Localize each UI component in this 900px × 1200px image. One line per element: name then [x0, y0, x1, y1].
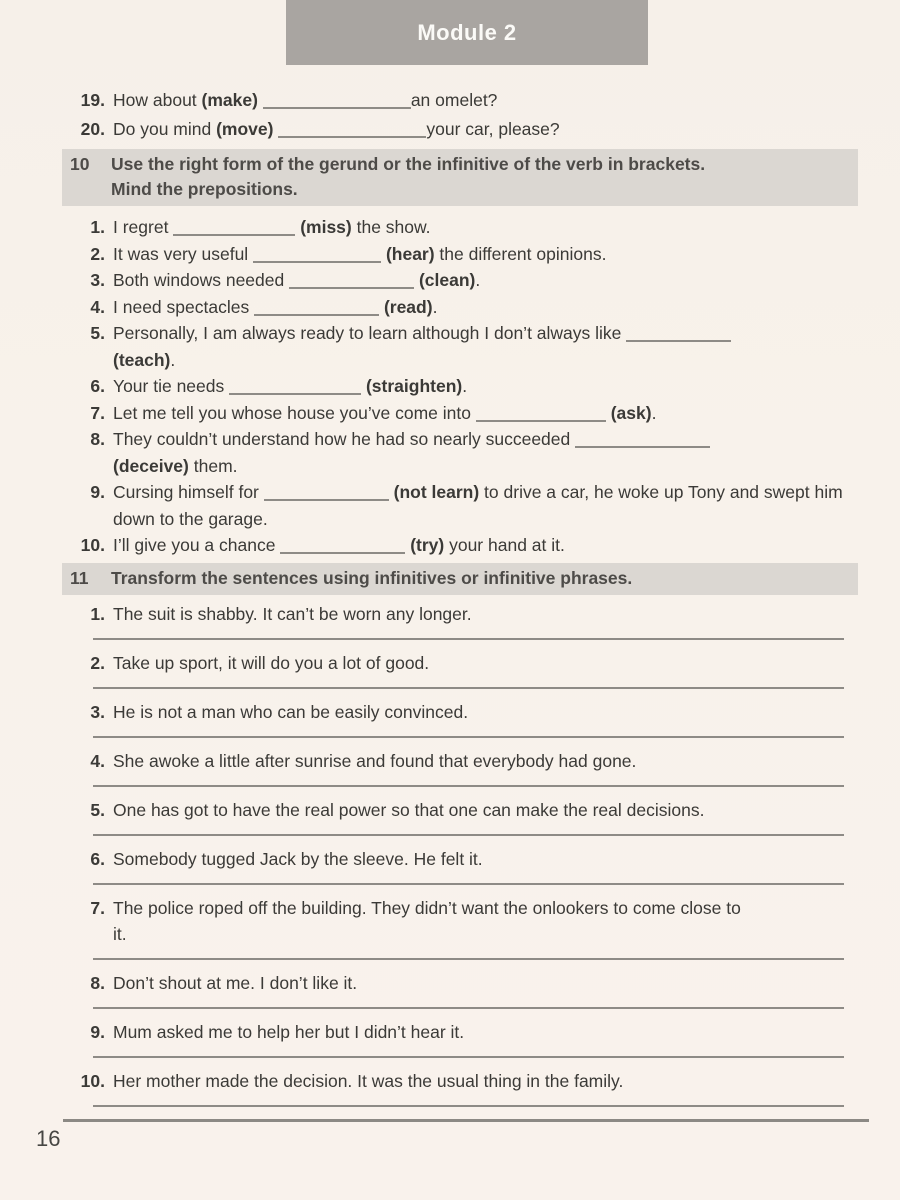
exercise-number: 10 — [70, 154, 90, 174]
module-header-bar — [286, 0, 648, 65]
sentence-text: your car, please? — [426, 119, 560, 139]
verb-in-brackets: (read) — [383, 296, 433, 317]
exercise-title — [111, 152, 850, 202]
answer-blank[interactable] — [280, 550, 405, 554]
sentence-text: Don’t shout at me. I don’t like it. — [113, 972, 358, 993]
answer-blank[interactable] — [626, 338, 731, 342]
answer-line[interactable] — [93, 785, 844, 787]
item-text — [113, 1068, 858, 1094]
exercise-item — [64, 214, 858, 241]
sentence-text: She awoke a little after sunrise and found that everybody had gone. — [113, 750, 637, 771]
footer-rule — [63, 1119, 869, 1122]
answer-blank[interactable] — [476, 418, 606, 422]
exercise-item — [64, 970, 858, 1009]
verb-in-brackets: (try) — [410, 535, 445, 555]
exercise-item — [64, 267, 858, 294]
answer-blank[interactable] — [263, 105, 411, 109]
item-number: 2. — [90, 652, 105, 673]
verb-in-brackets: (straighten) — [365, 376, 463, 396]
sentence-text: Your tie needs — [113, 376, 230, 396]
verb-in-brackets: (make) — [201, 90, 258, 110]
item-number: 2. — [90, 243, 105, 264]
answer-line[interactable] — [93, 1007, 844, 1009]
item-text — [113, 267, 858, 294]
item-text — [113, 895, 858, 947]
sentence-text: I regret — [113, 217, 174, 237]
exercise-item — [64, 115, 858, 144]
answer-blank[interactable] — [289, 285, 414, 289]
exercise-item — [64, 373, 858, 400]
item-number: 5. — [90, 323, 105, 343]
answer-blank[interactable] — [254, 312, 379, 316]
verb-in-brackets: (hear) — [385, 243, 435, 264]
sentence-text: He is not a man who can be easily convinced. — [113, 701, 469, 722]
sentence-text: the different opinions. — [434, 243, 607, 264]
item-number: 1. — [90, 603, 105, 624]
exercise-item — [64, 895, 858, 960]
answer-line[interactable] — [93, 687, 844, 689]
verb-in-brackets: (clean) — [418, 270, 476, 290]
answer-line[interactable] — [93, 834, 844, 836]
item-number: 9. — [90, 1021, 105, 1042]
exercise-title: Transform the sentences using infinitives or infinitive phrases. — [111, 567, 633, 588]
sentence-text: . — [462, 376, 468, 396]
exercise-item — [64, 1019, 858, 1058]
sentence-text: . — [651, 402, 657, 423]
answer-blank[interactable] — [253, 259, 381, 263]
exercise-item — [64, 320, 858, 373]
exercise-item — [64, 846, 858, 885]
verb-in-brackets: (ask) — [610, 402, 652, 423]
item-text — [113, 601, 858, 627]
item-text — [113, 970, 858, 996]
exercise-item — [64, 797, 858, 836]
item-text — [113, 294, 858, 321]
exercise-item — [64, 479, 858, 532]
sentence-text: the show. — [351, 217, 431, 237]
exercise-item — [64, 601, 858, 640]
sentence-text: Take up sport, it will do you a lot of good. — [113, 652, 430, 673]
answer-line[interactable] — [93, 1105, 844, 1107]
answer-blank[interactable] — [264, 497, 389, 501]
sentence-text: an omelet? — [410, 90, 498, 110]
sentence-text: them. — [188, 455, 238, 476]
sentence-text: Do you mind — [113, 119, 217, 139]
exercise-10-items — [64, 214, 858, 559]
exercise-11-items — [64, 601, 858, 1107]
answer-blank[interactable] — [173, 232, 295, 236]
item-text — [113, 650, 858, 676]
exercise-item — [64, 86, 858, 115]
item-number: 7. — [90, 897, 105, 918]
item-number: 5. — [90, 799, 105, 820]
sentence-text: Cursing himself for — [113, 482, 264, 502]
exercise-item — [64, 426, 858, 479]
answer-line[interactable] — [93, 638, 844, 640]
verb-in-brackets: (move) — [216, 119, 274, 139]
item-text — [113, 479, 858, 532]
verb-in-brackets: (deceive) — [113, 455, 189, 476]
verb-in-brackets: (teach) — [113, 349, 171, 370]
sentence-text: Personally, I am always ready to learn although I don’t always like — [113, 323, 627, 343]
item-text — [113, 373, 858, 400]
item-number: 3. — [90, 270, 105, 290]
item-number: 10. — [80, 1070, 105, 1091]
sentence-text: It was very useful — [113, 243, 254, 264]
item-text — [113, 400, 858, 427]
item-number: 6. — [90, 848, 105, 869]
verb-in-brackets: (miss) — [300, 217, 352, 237]
exercise-10-header — [62, 149, 858, 206]
item-text — [113, 214, 858, 241]
sentence-text: I’ll give you a chance — [113, 535, 281, 555]
item-text — [113, 241, 858, 268]
answer-line[interactable] — [93, 736, 844, 738]
item-text — [113, 532, 858, 559]
item-number: 6. — [90, 376, 105, 396]
module-title: Module 2 — [417, 19, 517, 45]
sentence-text: How about — [113, 90, 202, 110]
item-number: 10. — [80, 535, 105, 555]
exercise-item — [64, 699, 858, 738]
item-number: 4. — [90, 296, 105, 317]
sentence-text: your hand at it. — [444, 535, 565, 555]
answer-line[interactable] — [93, 1056, 844, 1058]
page-content — [64, 86, 858, 1117]
sentence-text: The suit is shabby. It can’t be worn any longer. — [113, 603, 472, 624]
exercise-11-header — [62, 563, 858, 595]
item-number: 4. — [90, 750, 105, 771]
exercise-item — [64, 650, 858, 689]
sentence-text: . — [170, 349, 176, 370]
exercise-item — [64, 748, 858, 787]
sentence-text: Both windows needed — [113, 270, 290, 290]
item-text — [113, 748, 858, 774]
sentence-text: They couldn’t understand how he had so nearly succeeded — [113, 429, 576, 449]
sentence-text: Somebody tugged Jack by the sleeve. He felt it. — [113, 848, 483, 869]
page-number: 16 — [36, 1126, 61, 1151]
exercise-item — [64, 400, 858, 427]
item-text — [113, 797, 858, 823]
item-text — [113, 426, 858, 479]
item-text — [113, 320, 858, 373]
item-number: 3. — [90, 701, 105, 722]
sentence-text: Let me tell you whose house you’ve come into — [113, 402, 476, 423]
item-number: 8. — [90, 972, 105, 993]
item-text — [113, 699, 858, 725]
sentence-text: The police roped off the building. They didn’t want the onlookers to come close to — [113, 897, 741, 918]
item-number: 19. — [80, 90, 105, 110]
item-number: 20. — [80, 119, 105, 139]
answer-line[interactable] — [93, 958, 844, 960]
item-text — [113, 115, 858, 144]
exercise-number: 11 — [70, 567, 89, 588]
item-number: 1. — [90, 217, 105, 237]
item-number: 7. — [90, 402, 105, 423]
sentence-text: One has got to have the real power so that one can make the real decisions. — [113, 799, 705, 820]
answer-line[interactable] — [93, 883, 844, 885]
answer-blank[interactable] — [278, 134, 426, 138]
exercise-item — [64, 294, 858, 321]
verb-in-brackets: (not learn) — [393, 482, 480, 502]
sentence-text: it. — [113, 923, 127, 944]
item-text — [113, 86, 858, 115]
sentence-text: . — [475, 270, 481, 290]
item-text — [113, 1019, 858, 1045]
sentence-text: to drive a car, he woke up Tony and swept him down to the garage. — [113, 482, 843, 529]
answer-blank[interactable] — [229, 391, 361, 395]
item-number: 9. — [90, 482, 105, 502]
answer-blank[interactable] — [575, 444, 710, 448]
sentence-text: Her mother made the decision. It was the usual thing in the family. — [113, 1070, 624, 1091]
exercise-title-line-1: Use the right form of the gerund or the infinitive of the verb in brackets. — [111, 154, 706, 174]
item-text — [113, 846, 858, 872]
sentence-text: Mum asked me to help her but I didn’t hear it. — [113, 1021, 465, 1042]
previous-exercise-items — [64, 86, 858, 144]
exercise-item — [64, 532, 858, 559]
item-number: 8. — [90, 429, 105, 449]
sentence-text: I need spectacles — [113, 296, 255, 317]
exercise-item — [64, 1068, 858, 1107]
exercise-title-line-2: Mind the prepositions. — [111, 179, 298, 199]
exercise-item — [64, 241, 858, 268]
sentence-text: . — [432, 296, 438, 317]
